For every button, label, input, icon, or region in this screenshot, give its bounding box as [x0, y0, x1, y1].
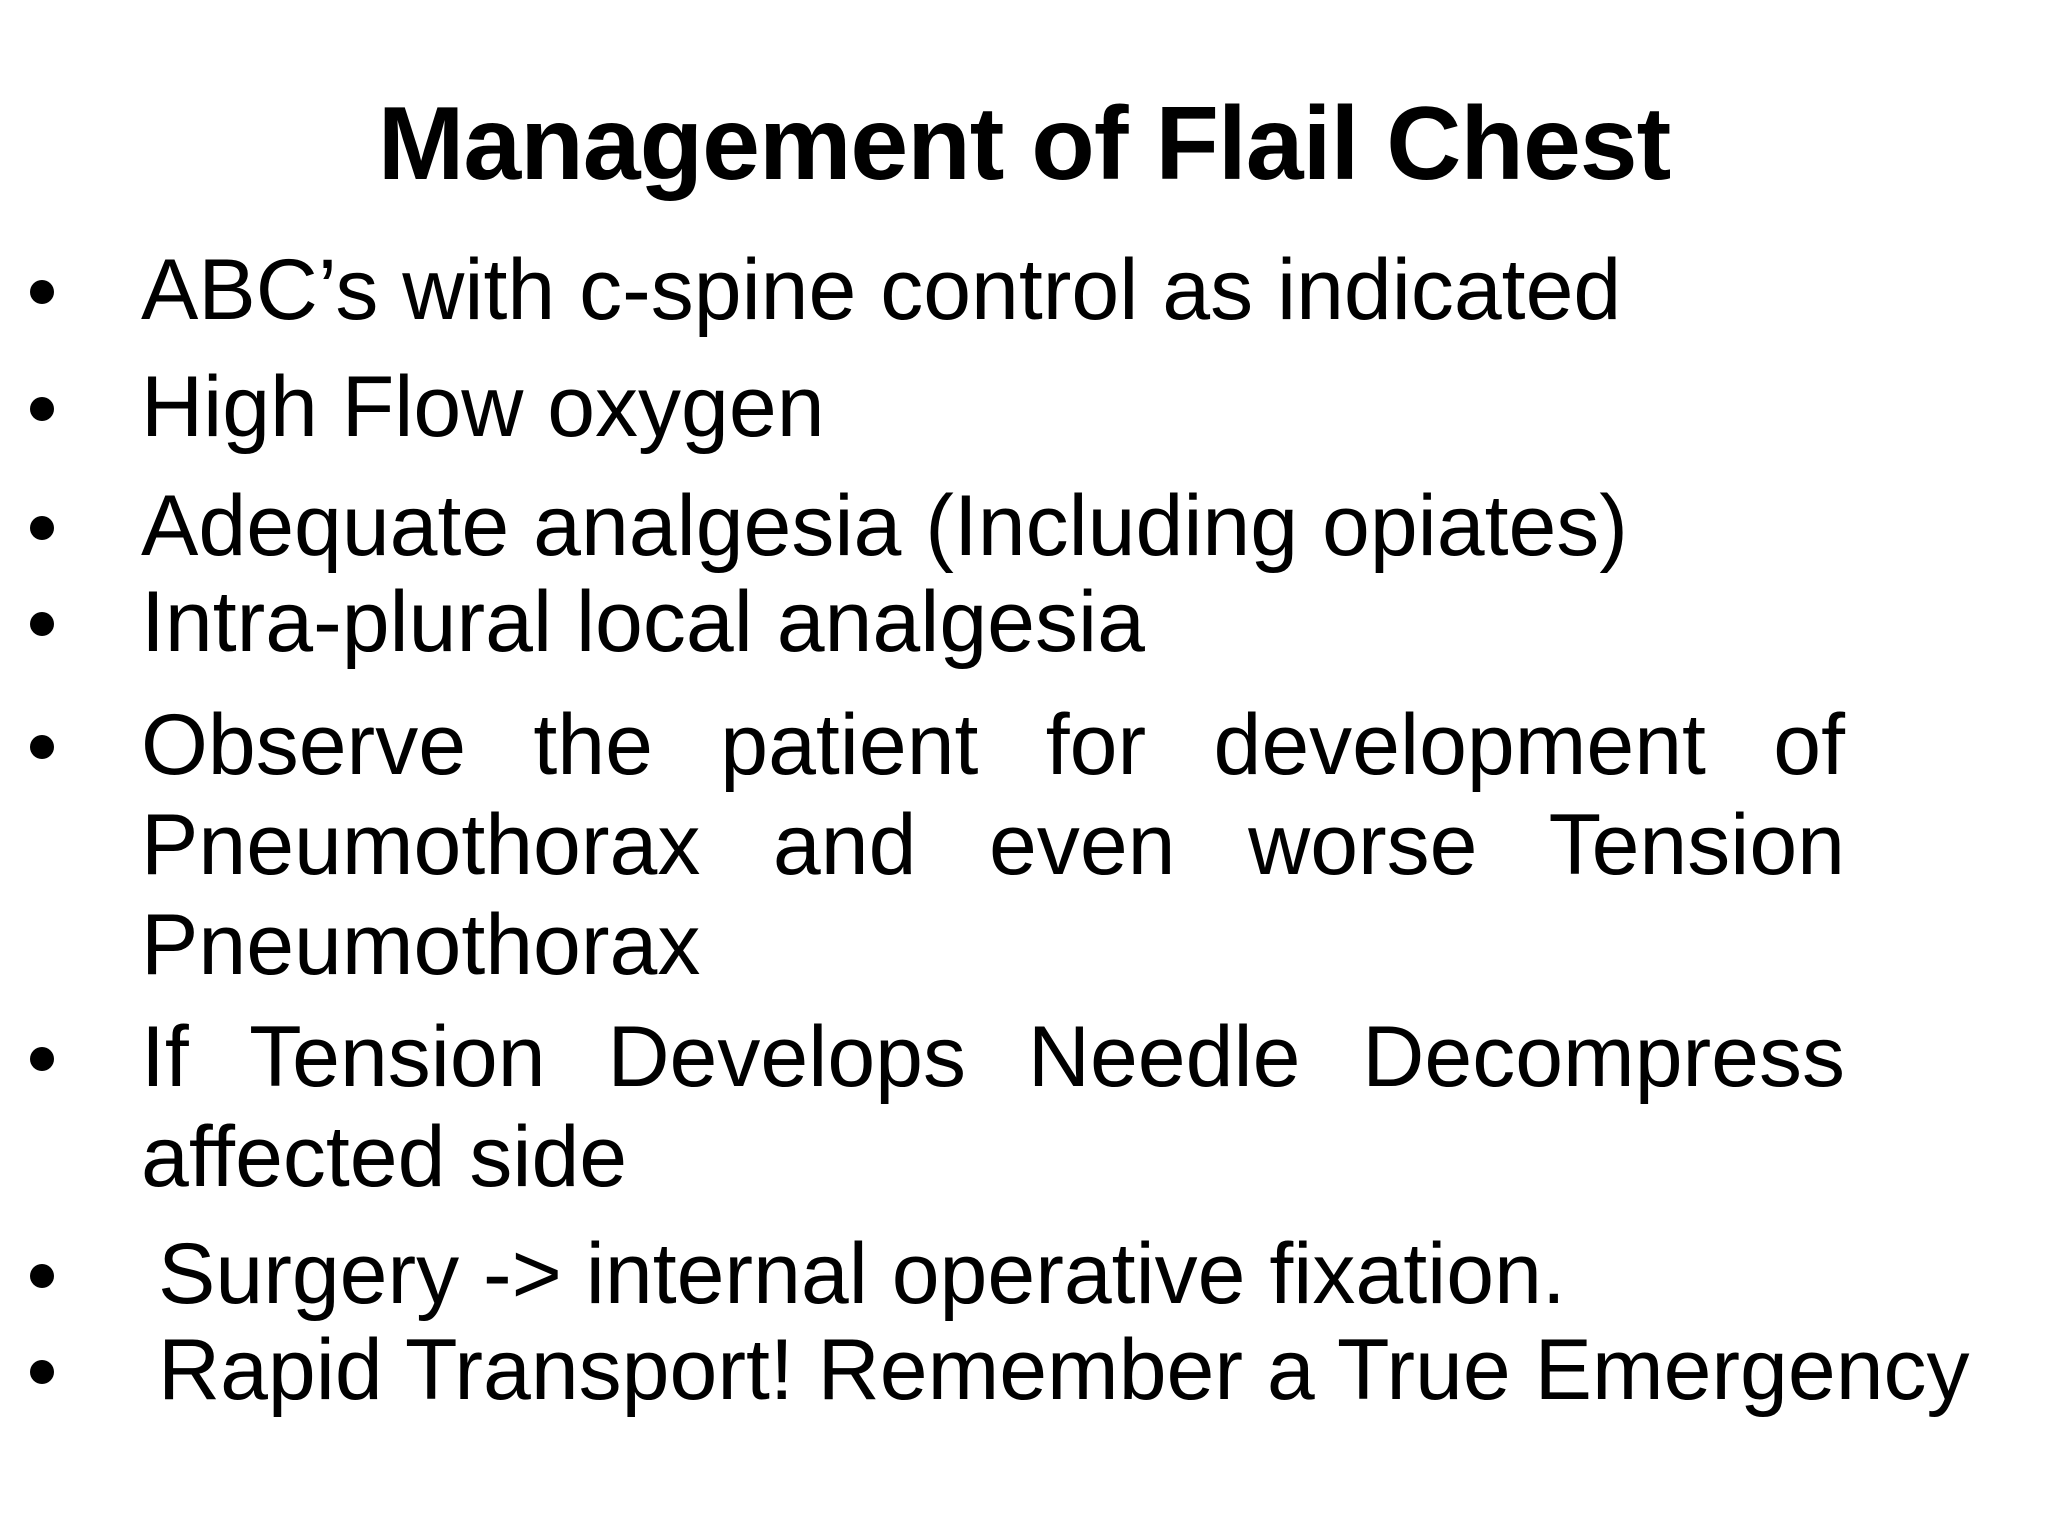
bullet-icon [30, 612, 54, 636]
bullet-icon [30, 1047, 54, 1071]
slide-title: Management of Flail Chest [377, 86, 1671, 202]
bullet-text: Adequate analgesia (Including opiates) [141, 478, 1628, 574]
bullet-text: Rapid Transport! Remember a True Emergency [158, 1322, 1970, 1418]
bullet-text: If Tension Develops Needle Decompress affected side [141, 1009, 1845, 1205]
bullet-icon [30, 1264, 54, 1288]
bullet-icon [30, 735, 54, 759]
bullet-icon [30, 397, 54, 421]
bullet-text: Surgery -> internal operative fixation. [158, 1226, 1566, 1322]
bullet-text: Intra-plural local analgesia [141, 574, 1145, 670]
bullet-icon [30, 280, 54, 304]
bullet-text: High Flow oxygen [141, 359, 825, 455]
bullet-icon [30, 516, 54, 540]
bullet-text: ABC’s with c-spine control as indicated [141, 242, 1622, 338]
bullet-icon [30, 1360, 54, 1384]
bullet-text: Observe the patient for development of Pneumothorax and even worse Tension Pneumothorax [141, 697, 1845, 993]
